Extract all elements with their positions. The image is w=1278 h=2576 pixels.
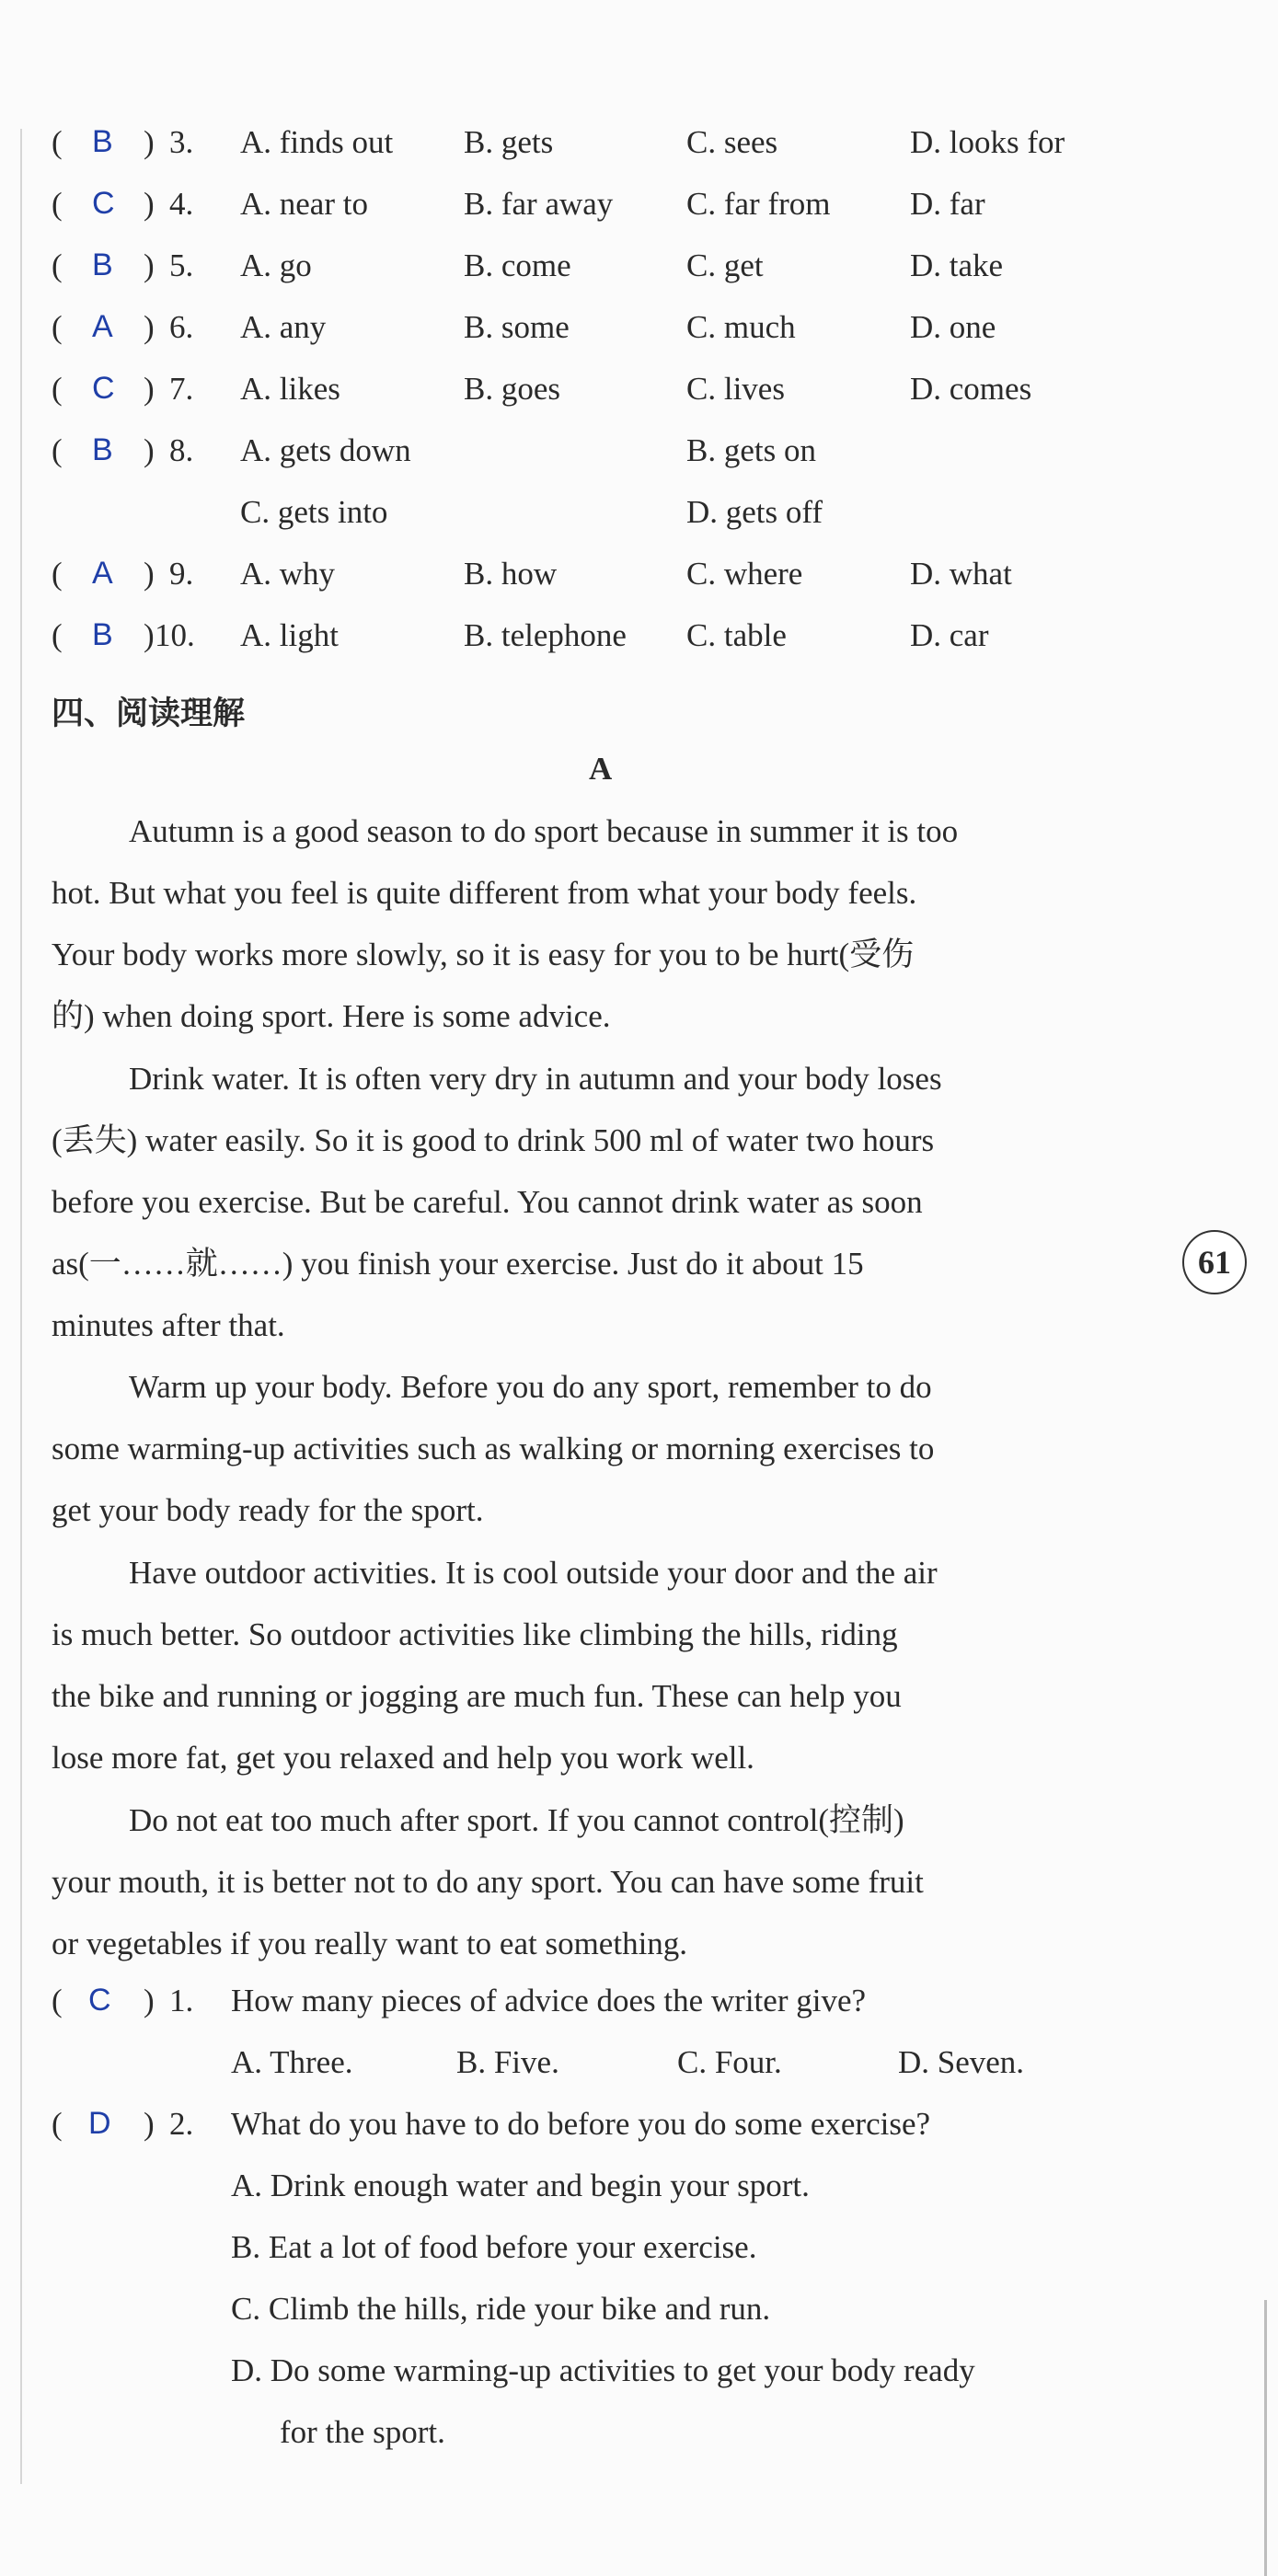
paragraph-line: as(一……就……) you finish your exercise. Just do it about 15 (52, 1246, 864, 1282)
question-text: How many pieces of advice does the writer give? (231, 1983, 867, 2018)
option-c: C. sees (686, 124, 778, 160)
cloze-row (52, 617, 1156, 673)
paragraph-line: 的) when doing sport. Here is some advice. (52, 998, 611, 1034)
paragraph-line: is much better. So outdoor activities like climbing the hills, riding (52, 1616, 898, 1652)
option-c: C. get (686, 247, 764, 283)
answer-option: B. Five. (456, 2044, 559, 2080)
option-d: D. looks for (910, 124, 1065, 160)
paragraph-line: lose more fat, get you relaxed and help you work well. (52, 1740, 754, 1776)
option-a: A. go (240, 247, 312, 283)
answer-option: C. Four. (677, 2044, 782, 2080)
question-row (52, 1983, 1156, 2038)
answer-letter: A (92, 309, 113, 344)
answer-letter: B (92, 247, 113, 282)
answer-option: for the sport. (280, 2414, 445, 2450)
open-paren: ( (52, 371, 63, 407)
cloze-row (52, 494, 1156, 549)
paragraph-line: the bike and running or jogging are much fun. These can help you (52, 1678, 902, 1714)
option-c: B. gets on (686, 432, 816, 468)
option-c: C. far from (686, 186, 831, 222)
question-text: What do you have to do before you do some exercise? (231, 2106, 931, 2142)
cloze-row (52, 247, 1156, 303)
question-number: 3. (169, 124, 194, 160)
option-a: C. gets into (240, 494, 388, 530)
question-number: 1. (169, 1983, 194, 2018)
paragraph-line: Drink water. It is often very dry in autumn and your body loses (129, 1061, 942, 1097)
option-c: D. gets off (686, 494, 823, 530)
page-edge-shadow (1264, 2300, 1267, 2576)
option-a: A. light (240, 617, 339, 653)
open-paren: ( (52, 186, 63, 222)
answer-letter: D (88, 2106, 111, 2141)
close-paren: ) (144, 186, 155, 222)
question-number: 2. (169, 2106, 194, 2142)
option-b: B. how (464, 556, 558, 592)
answer-letter: B (92, 617, 113, 652)
question-number: 6. (169, 309, 194, 345)
paragraph-line: minutes after that. (52, 1307, 285, 1343)
option-c: C. where (686, 556, 803, 592)
cloze-row (52, 371, 1156, 426)
close-paren: ) (144, 1983, 155, 2018)
answer-letter: C (92, 186, 115, 221)
option-a: A. finds out (240, 124, 394, 160)
option-a: A. near to (240, 186, 368, 222)
passage-title: A (589, 751, 613, 787)
open-paren: ( (52, 124, 63, 160)
option-a: A. why (240, 556, 336, 592)
paragraph-line: get your body ready for the sport. (52, 1492, 484, 1528)
option-a: A. likes (240, 371, 340, 407)
paragraph (52, 1048, 1156, 1356)
option-b: B. gets (464, 124, 554, 160)
answer-letter: A (92, 556, 113, 591)
option-b: B. far away (464, 186, 614, 222)
close-paren: ) (144, 556, 155, 592)
option-c: C. table (686, 617, 787, 653)
paragraph-line: or vegetables if you really want to eat something. (52, 1926, 688, 1961)
close-paren: ) (144, 247, 155, 283)
cloze-row (52, 556, 1156, 611)
option-d: D. car (910, 617, 989, 653)
answer-option: A. Drink enough water and begin your sport. (231, 2168, 810, 2203)
answer-option: C. Climb the hills, ride your bike and run. (231, 2291, 771, 2327)
answer-letter: B (92, 432, 113, 467)
paragraph-line: your mouth, it is better not to do any sport. You can have some fruit (52, 1864, 924, 1900)
paragraph-line: Your body works more slowly, so it is easy for you to be hurt(受伤 (52, 937, 915, 972)
option-a: A. gets down (240, 432, 411, 468)
cloze-row (52, 309, 1156, 364)
option-c: C. lives (686, 371, 785, 407)
option-b: B. telephone (464, 617, 627, 653)
cloze-row (52, 124, 1156, 179)
answer-letter: C (88, 1983, 111, 2018)
paragraph-line: Warm up your body. Before you do any sport, remember to do (129, 1369, 932, 1405)
paragraph (52, 1356, 1156, 1541)
close-paren: ) (144, 432, 155, 468)
option-d: D. what (910, 556, 1012, 592)
option-d: D. comes (910, 371, 1032, 407)
paragraph-line: Autumn is a good season to do sport because in summer it is too (129, 813, 959, 849)
close-paren: ) (144, 617, 155, 653)
answer-option: D. Do some warming-up activities to get your body ready (231, 2352, 975, 2388)
option-b: B. goes (464, 371, 560, 407)
question-number: 7. (169, 371, 194, 407)
paragraph-line: (丢失) water easily. So it is good to drink 500 ml of water two hours (52, 1122, 935, 1158)
answer-option: A. Three. (231, 2044, 353, 2080)
option-c: C. much (686, 309, 796, 345)
page-number-badge: 61 (1182, 1230, 1247, 1294)
open-paren: ( (52, 247, 63, 283)
option-b: B. some (464, 309, 570, 345)
close-paren: ) (144, 2106, 155, 2142)
section-title: 四、阅读理解 (52, 696, 246, 732)
question-number: 9. (169, 556, 194, 592)
paragraph-line: some warming-up activities such as walking or morning exercises to (52, 1431, 935, 1466)
option-d: D. take (910, 247, 1004, 283)
paragraph (52, 1542, 1156, 1788)
answer-option: B. Eat a lot of food before your exercise. (231, 2229, 757, 2265)
question-number: 8. (169, 432, 194, 468)
paragraph-line: Have outdoor activities. It is cool outside your door and the air (129, 1555, 938, 1591)
close-paren: ) (144, 371, 155, 407)
option-d: D. one (910, 309, 996, 345)
answer-option: D. Seven. (898, 2044, 1025, 2080)
paragraph-line: hot. But what you feel is quite different from what your body feels. (52, 875, 917, 911)
binding-line (20, 129, 22, 2484)
option-a: A. any (240, 309, 327, 345)
paragraph-line: before you exercise. But be careful. You cannot drink water as soon (52, 1184, 923, 1220)
cloze-row (52, 186, 1156, 241)
question-row (52, 2106, 1156, 2161)
open-paren: ( (52, 556, 63, 592)
answer-letter: C (92, 371, 115, 406)
open-paren: ( (52, 432, 63, 468)
open-paren: ( (52, 2106, 63, 2142)
option-d: D. far (910, 186, 985, 222)
close-paren: ) (144, 309, 155, 345)
open-paren: ( (52, 309, 63, 345)
question-number: 10. (155, 617, 195, 653)
option-b: B. come (464, 247, 571, 283)
question-number: 5. (169, 247, 194, 283)
paragraph (52, 1789, 1156, 1974)
paragraph-line: Do not eat too much after sport. If you cannot control(控制) (129, 1802, 904, 1838)
cloze-row (52, 432, 1156, 488)
question-number: 4. (169, 186, 194, 222)
paragraph (52, 800, 1156, 1047)
close-paren: ) (144, 124, 155, 160)
open-paren: ( (52, 1983, 63, 2018)
answer-letter: B (92, 124, 113, 159)
open-paren: ( (52, 617, 63, 653)
